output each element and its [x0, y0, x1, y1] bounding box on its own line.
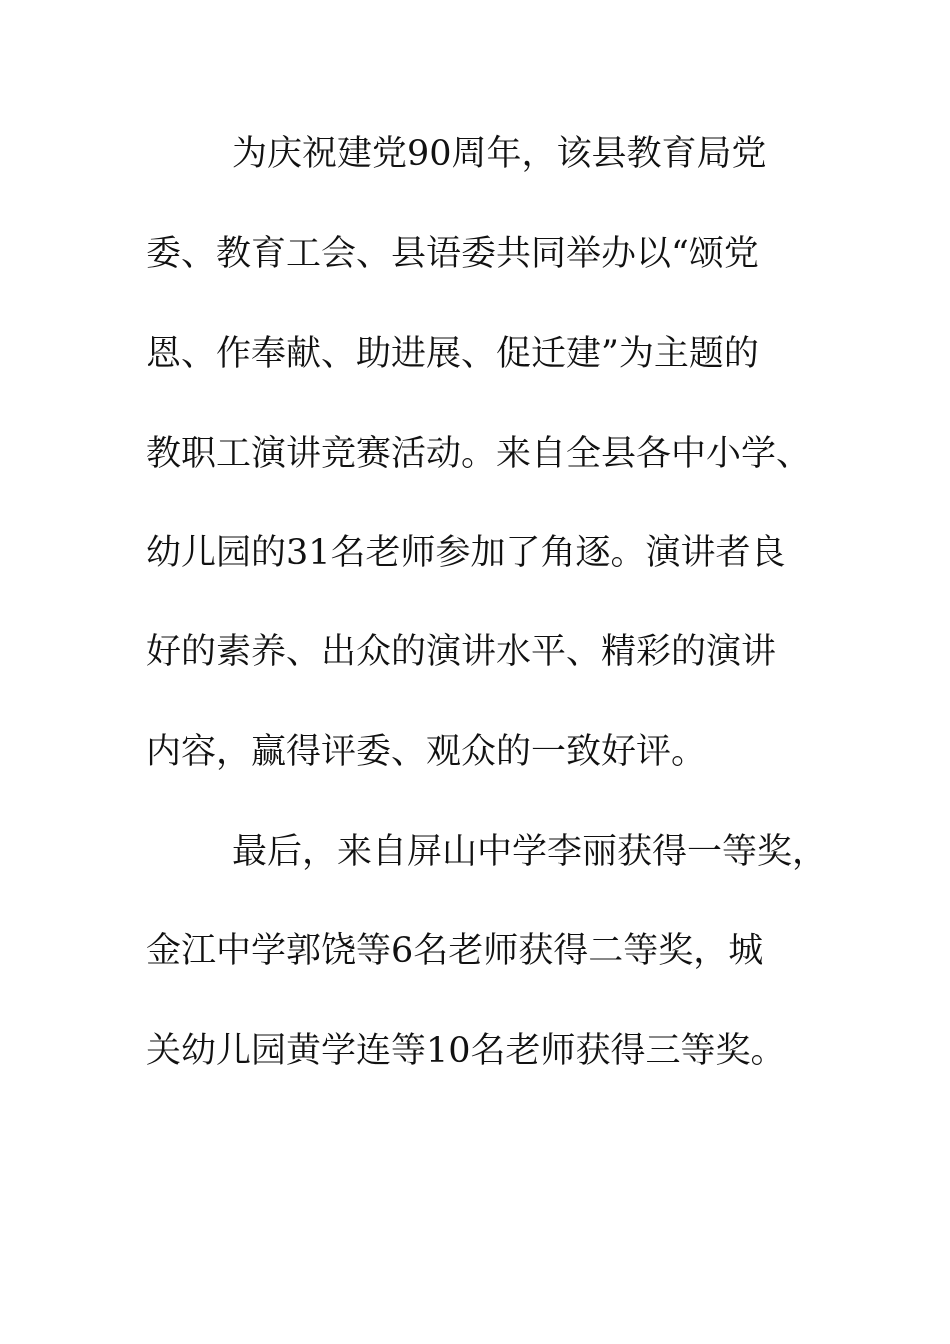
- paragraph-1-line-3: 恩、作奉献、助进展、促迁建”为主题的: [146, 334, 759, 374]
- paragraph-2-line-3: 关幼儿园黄学连等10名老师获得三等奖。: [146, 1031, 786, 1071]
- paragraph-1-line-6: 好的素养、出众的演讲水平、精彩的演讲: [146, 632, 777, 672]
- paragraph-2-line-2: 金江中学郭饶等6名老师获得二等奖，城: [146, 931, 764, 971]
- paragraph-1-line-5: 幼儿园的31名老师参加了角逐。演讲者良: [146, 533, 786, 573]
- paragraph-2-line-1: 最后，来自屏山中学李丽获得一等奖，: [232, 832, 828, 872]
- paragraph-1-line-2: 委、教育工会、县语委共同举办以“颂党: [146, 234, 759, 274]
- paragraph-1-line-1: 为庆祝建党90周年，该县教育局党: [232, 134, 767, 174]
- paragraph-1-line-7: 内容，赢得评委、观众的一致好评。: [146, 732, 707, 772]
- paragraph-1-line-4: 教职工演讲竞赛活动。来自全县各中小学、: [146, 434, 812, 474]
